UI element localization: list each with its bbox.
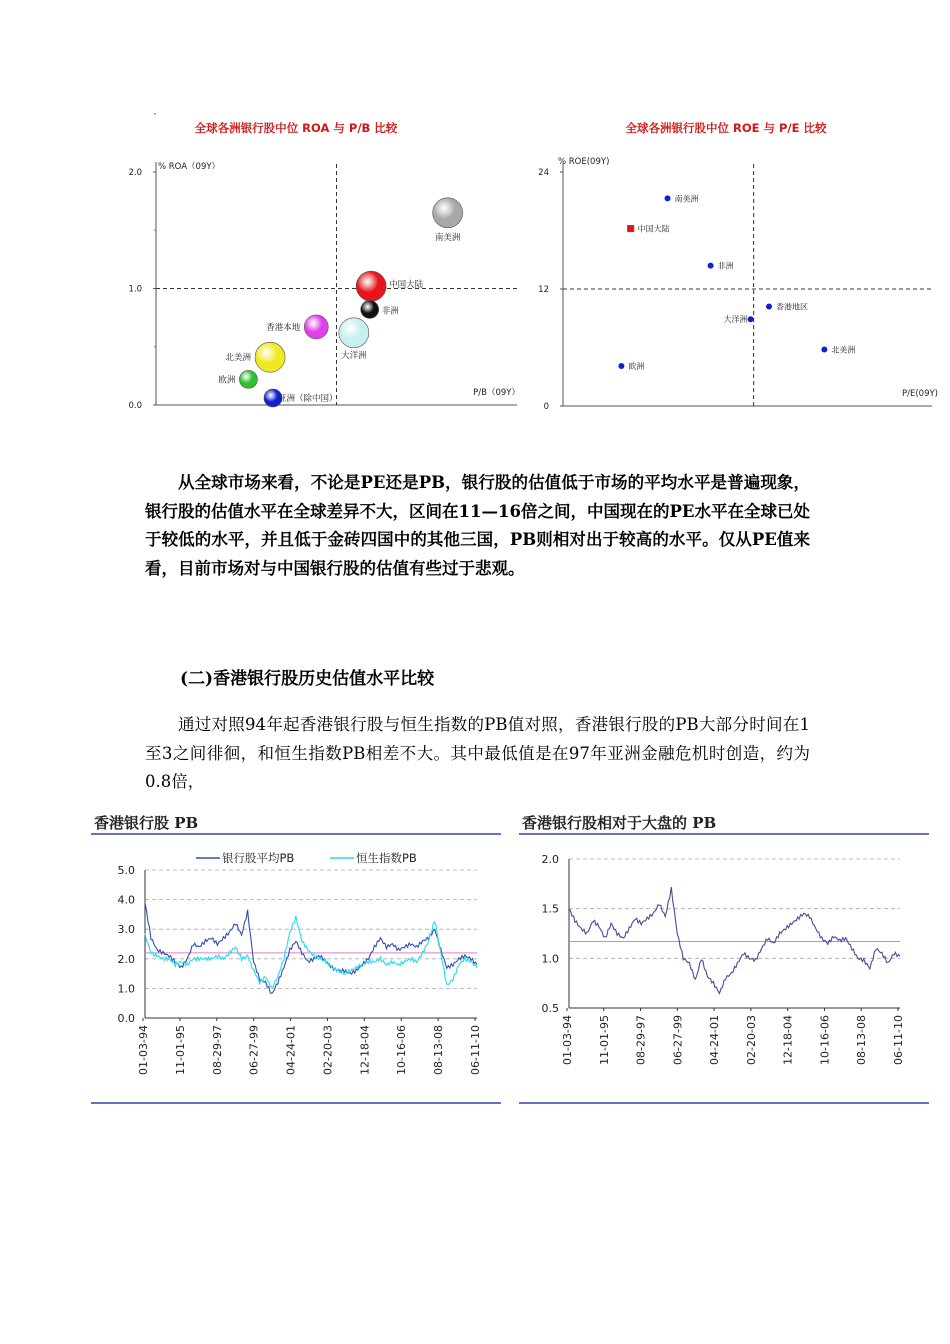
x-tick-label: 06-11-10	[892, 1015, 905, 1065]
data-point	[361, 300, 379, 318]
series-line	[145, 903, 477, 994]
data-label: 香港地区	[776, 302, 809, 312]
x-tick-label: 01-03-94	[137, 1025, 150, 1075]
data-label: 非洲	[381, 306, 399, 317]
data-label: 欧洲	[628, 362, 645, 372]
y-axis-label: % ROA（09Y）	[158, 162, 221, 172]
x-tick-label: 02-20-03	[744, 1015, 758, 1065]
x-tick-label: 08-13-08	[432, 1025, 446, 1075]
x-tick-label: 08-29-97	[210, 1025, 224, 1075]
y-tick-label: 2.0	[128, 168, 142, 178]
roe-pe-scatter-chart	[530, 112, 950, 417]
y-tick-label: 1.0	[117, 982, 135, 996]
y-tick-label: 0.0	[128, 401, 142, 411]
x-tick-label: 08-29-97	[634, 1015, 648, 1065]
data-point	[665, 195, 671, 201]
y-tick-label: 12	[538, 285, 549, 295]
data-label: 欧洲	[218, 375, 236, 386]
data-point	[239, 370, 257, 388]
hk-bank-relative-pb-line-chart	[516, 808, 936, 1108]
x-axis-label: P/B（09Y）	[473, 388, 520, 398]
data-point	[627, 225, 634, 232]
data-point	[304, 315, 328, 339]
x-tick-label: 12-18-04	[358, 1025, 372, 1075]
y-tick-label: 5.0	[117, 864, 135, 877]
x-tick-label: 06-11-10	[469, 1025, 482, 1075]
x-tick-label: 11-01-95	[173, 1025, 187, 1075]
x-tick-label: 04-24-01	[284, 1025, 298, 1075]
data-label: 亚洲（除中国）	[277, 394, 338, 405]
roa-pb-scatter-chart	[110, 112, 530, 417]
data-label: 大洋洲	[341, 350, 367, 361]
hk-bank-pb-line-chart	[88, 808, 508, 1108]
series-line	[145, 916, 477, 987]
y-tick-label: 2.0	[117, 952, 135, 966]
paragraph-hk-bank-pb: 通过对照94年起香港银行股与恒生指数的PB值对照，香港银行股的PB大部分时间在1至3之间徘徊，和恒生指数PB相差不大。其中最低值是在97年亚洲金融危机时创造，约为0.8倍，	[145, 715, 810, 791]
x-tick-label: 01-03-94	[561, 1015, 574, 1065]
x-tick-label: 02-20-03	[321, 1025, 335, 1075]
data-label: 北美洲	[831, 345, 856, 355]
y-tick-label: 1.0	[128, 284, 142, 295]
x-tick-label: 04-24-01	[708, 1015, 722, 1065]
data-label: 大洋洲	[723, 315, 748, 325]
x-tick-label: 10-16-06	[395, 1025, 409, 1075]
series-line	[569, 887, 900, 993]
data-point	[339, 318, 369, 348]
chart-title: 全球各洲银行股中位 ROA 与 P/B 比较	[194, 121, 398, 135]
legend-label: 恒生指数PB	[356, 851, 417, 865]
x-tick-label: 08-13-08	[855, 1015, 869, 1065]
x-tick-label: 06-27-99	[671, 1015, 685, 1065]
y-tick-label: 2.0	[541, 853, 559, 866]
y-tick-label: 1.0	[541, 952, 559, 966]
y-tick-label: 0.0	[117, 1012, 135, 1025]
data-label: 非洲	[717, 261, 734, 271]
data-label: 北美洲	[225, 353, 252, 364]
y-tick-label: 0	[543, 402, 549, 412]
data-point	[618, 363, 624, 369]
section-heading: (二)香港银行股历史估值水平比较	[180, 669, 435, 689]
data-label: 香港本地	[266, 322, 301, 333]
data-label: 南美洲	[674, 194, 699, 204]
data-point	[255, 342, 285, 372]
data-point	[748, 316, 754, 322]
legend-label: 银行股平均PB	[222, 851, 295, 865]
y-tick-label: 3.0	[117, 923, 135, 937]
data-point	[356, 271, 386, 301]
data-point	[821, 346, 827, 352]
data-point	[766, 304, 772, 310]
y-tick-label: 0.5	[541, 1002, 559, 1015]
y-axis-label: % ROE(09Y)	[558, 157, 610, 167]
x-tick-label: 10-16-06	[818, 1015, 832, 1065]
y-tick-label: 4.0	[117, 893, 135, 907]
chart-title: 香港银行股 PB	[94, 814, 199, 832]
data-point	[433, 198, 463, 228]
data-label: 中国大陆	[637, 224, 670, 234]
y-tick-label: 1.5	[541, 902, 559, 916]
x-tick-label: 12-18-04	[781, 1015, 795, 1065]
y-tick-label: 24	[538, 168, 549, 178]
data-label: 南美洲	[434, 232, 461, 243]
chart-title: 香港银行股相对于大盘的 PB	[522, 814, 717, 832]
x-tick-label: 11-01-95	[597, 1015, 611, 1065]
x-tick-label: 06-27-99	[247, 1025, 261, 1075]
x-axis-label: P/E(09Y)	[901, 389, 938, 399]
data-point	[708, 263, 714, 269]
paragraph-pe-pb-summary: 从全球市场来看，不论是PE还是PB，银行股的估值低于市场的平均水平是普遍现象，银行股的估值水平在全球差异不大，区间在11—16倍之间，中国现在的PE水平在全球已处于较低的水平，并且低于金砖四国中的其他三国，PB则相对出于较高的水平。仅从PE值来看，目前市场对与中国银行股的估值有些过于悲观。	[145, 473, 810, 578]
data-label: 中国大陆	[389, 280, 424, 291]
chart-title: 全球各洲银行股中位 ROE 与 P/E 比较	[625, 121, 827, 135]
